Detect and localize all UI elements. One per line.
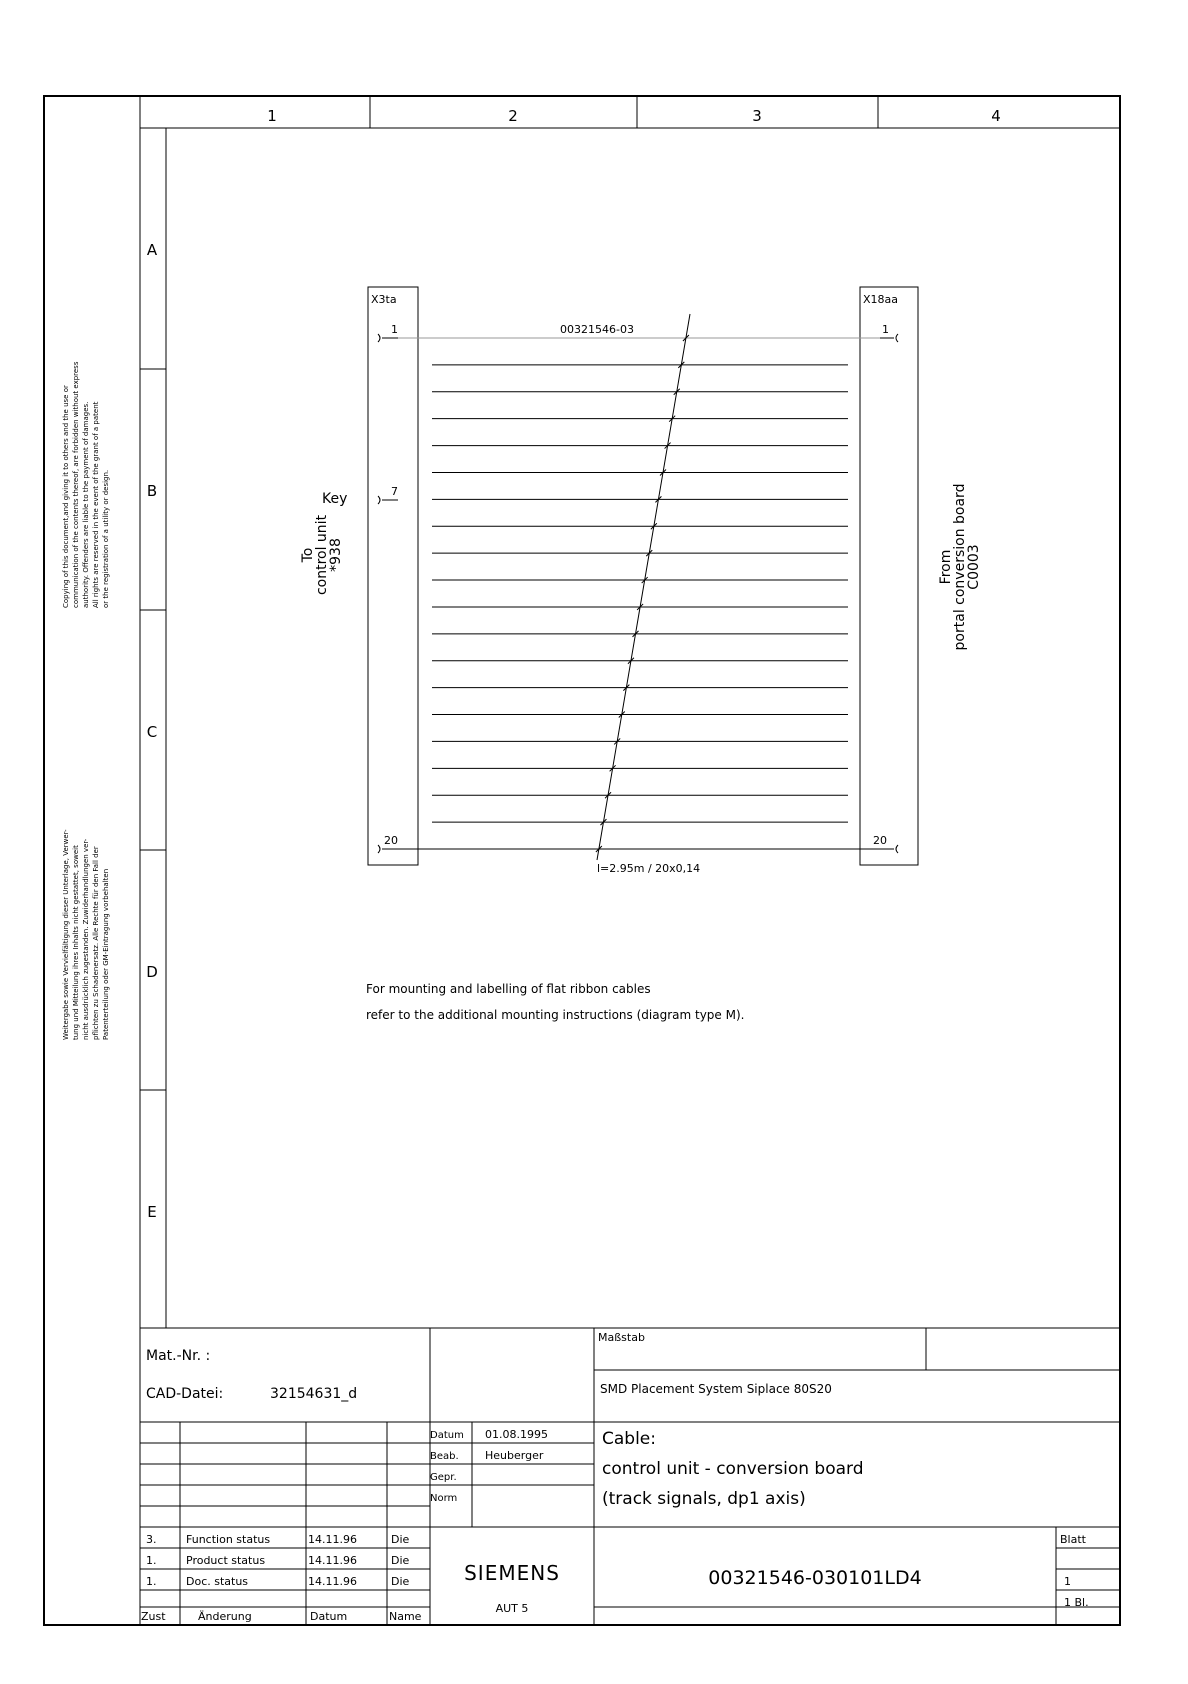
note-line-2: refer to the additional mounting instructions (diagram type M). bbox=[366, 1008, 745, 1022]
row-label-a: A bbox=[146, 241, 158, 259]
svg-text:*938: *938 bbox=[328, 538, 344, 572]
svg-text:nicht ausdrücklich zugestanden: nicht ausdrücklich zugestanden. Zuwiderhandlungen ver- bbox=[82, 838, 90, 1040]
left-pin-20-hook bbox=[378, 845, 380, 853]
column-label-4: 4 bbox=[991, 107, 1001, 125]
gepr-label: Gepr. bbox=[430, 1472, 457, 1483]
rev-header-change: Änderung bbox=[198, 1610, 252, 1623]
department: AUT 5 bbox=[495, 1602, 529, 1615]
right-pin-20-label: 20 bbox=[873, 834, 887, 847]
copyright-note-german bbox=[62, 829, 110, 1040]
datum-value: 01.08.1995 bbox=[485, 1428, 548, 1441]
right-connector-name: X18aa bbox=[863, 293, 899, 306]
rev-1-zust: 3. bbox=[146, 1533, 157, 1546]
right-pin-1-hook bbox=[896, 334, 898, 342]
rev-3-change: Doc. status bbox=[186, 1575, 249, 1588]
note-line-1: For mounting and labelling of flat ribbon cables bbox=[366, 982, 651, 996]
svg-text:From: From bbox=[938, 549, 954, 585]
left-pin-1-hook bbox=[378, 334, 380, 342]
rev-1-change: Function status bbox=[186, 1533, 271, 1546]
svg-text:portal conversion board: portal conversion board bbox=[952, 483, 968, 651]
mat-nr-label: Mat.-Nr. : bbox=[146, 1348, 211, 1364]
column-label-2: 2 bbox=[508, 107, 518, 125]
svg-text:authority. Offenders are liabl: authority. Offenders are liable to the payment of damages. bbox=[82, 401, 90, 608]
column-label-1: 1 bbox=[267, 107, 277, 125]
rev-1-name: Die bbox=[391, 1533, 410, 1546]
rev-1-date: 14.11.96 bbox=[308, 1533, 357, 1546]
svg-text:All rights are reserved in the: All rights are reserved in the event of the grant of a patent bbox=[92, 401, 100, 608]
row-label-d: D bbox=[146, 963, 158, 981]
svg-text:C0003: C0003 bbox=[966, 544, 982, 590]
left-connector-name: X3ta bbox=[371, 293, 397, 306]
column-label-3: 3 bbox=[752, 107, 762, 125]
left-destination-label bbox=[300, 514, 344, 595]
beab-value: Heuberger bbox=[485, 1449, 544, 1462]
drawing-number: 00321546-030101LD4 bbox=[708, 1567, 922, 1589]
project-name: SMD Placement System Siplace 80S20 bbox=[600, 1382, 832, 1396]
datum-label: Datum bbox=[430, 1430, 464, 1441]
blatt-label: Blatt bbox=[1060, 1533, 1086, 1546]
svg-text:Weitergabe sowie Vervielfältig: Weitergabe sowie Vervielfältigung dieser Unterlage, Verwer- bbox=[62, 829, 70, 1040]
svg-text:pflichten zu Schadenersatz. Al: pflichten zu Schadenersatz. Alle Rechte für den Fall der bbox=[92, 846, 100, 1040]
svg-text:Copying of this document,and g: Copying of this document,and giving it to others and the use or bbox=[62, 385, 70, 608]
key-label: Key bbox=[322, 491, 348, 507]
drawing-title-line-2: control unit - conversion board bbox=[602, 1459, 864, 1479]
rev-3-name: Die bbox=[391, 1575, 410, 1588]
rev-2-change: Product status bbox=[186, 1554, 266, 1567]
beab-label: Beab. bbox=[430, 1451, 459, 1462]
ribbon-marker-line bbox=[597, 314, 690, 860]
left-pin-7-label: 7 bbox=[391, 485, 398, 498]
blatt-value: 1 bbox=[1064, 1575, 1071, 1588]
row-label-c: C bbox=[146, 723, 158, 741]
drawing-title-line-3: (track signals, dp1 axis) bbox=[602, 1489, 806, 1509]
rev-2-date: 14.11.96 bbox=[308, 1554, 357, 1567]
rev-header-date: Datum bbox=[310, 1610, 348, 1623]
scale-label: Maßstab bbox=[598, 1331, 645, 1344]
right-connector-box bbox=[860, 287, 918, 865]
norm-label: Norm bbox=[430, 1493, 458, 1504]
cad-file-label: CAD-Datei: bbox=[146, 1386, 224, 1402]
svg-text:control unit: control unit bbox=[314, 514, 330, 596]
cable-id: 00321546-03 bbox=[560, 323, 634, 336]
drawing-title-line-1: Cable: bbox=[602, 1429, 656, 1449]
copyright-note-english bbox=[62, 361, 110, 608]
ribbon-wires bbox=[398, 335, 880, 852]
rev-header-name: Name bbox=[389, 1610, 422, 1623]
svg-text:tung und Mitteilung ihres Inha: tung und Mitteilung ihres Inhalts nicht gestattet, soweit bbox=[72, 845, 80, 1040]
svg-text:communication of the contents: communication of the contents thereof, are forbidden without express bbox=[72, 361, 80, 608]
rev-header-zust: Zust bbox=[141, 1610, 166, 1623]
right-destination-label bbox=[938, 484, 982, 651]
svg-text:To: To bbox=[300, 547, 316, 563]
left-pin-1-label: 1 bbox=[391, 323, 398, 336]
blatt-total: 1 Bl. bbox=[1064, 1596, 1089, 1609]
svg-text:Patenterteilung oder GM-Eintra: Patenterteilung oder GM-Eintragung vorbehalten bbox=[102, 868, 110, 1040]
company-logo-text: SIEMENS bbox=[464, 1561, 560, 1585]
row-label-b: B bbox=[146, 482, 158, 500]
cable-spec: l=2.95m / 20x0,14 bbox=[597, 862, 701, 875]
rev-3-zust: 1. bbox=[146, 1575, 157, 1588]
row-label-e: E bbox=[147, 1203, 157, 1221]
left-pin-20-label: 20 bbox=[384, 834, 398, 847]
rev-2-name: Die bbox=[391, 1554, 410, 1567]
svg-text:or the registration of a utili: or the registration of a utility or design. bbox=[102, 469, 110, 608]
right-pin-1-label: 1 bbox=[882, 323, 889, 336]
right-pin-20-hook bbox=[896, 845, 898, 853]
cad-file-value: 32154631_d bbox=[270, 1386, 358, 1402]
left-pin-7-hook bbox=[378, 496, 380, 504]
left-connector-box bbox=[368, 287, 418, 865]
rev-2-zust: 1. bbox=[146, 1554, 157, 1567]
rev-3-date: 14.11.96 bbox=[308, 1575, 357, 1588]
